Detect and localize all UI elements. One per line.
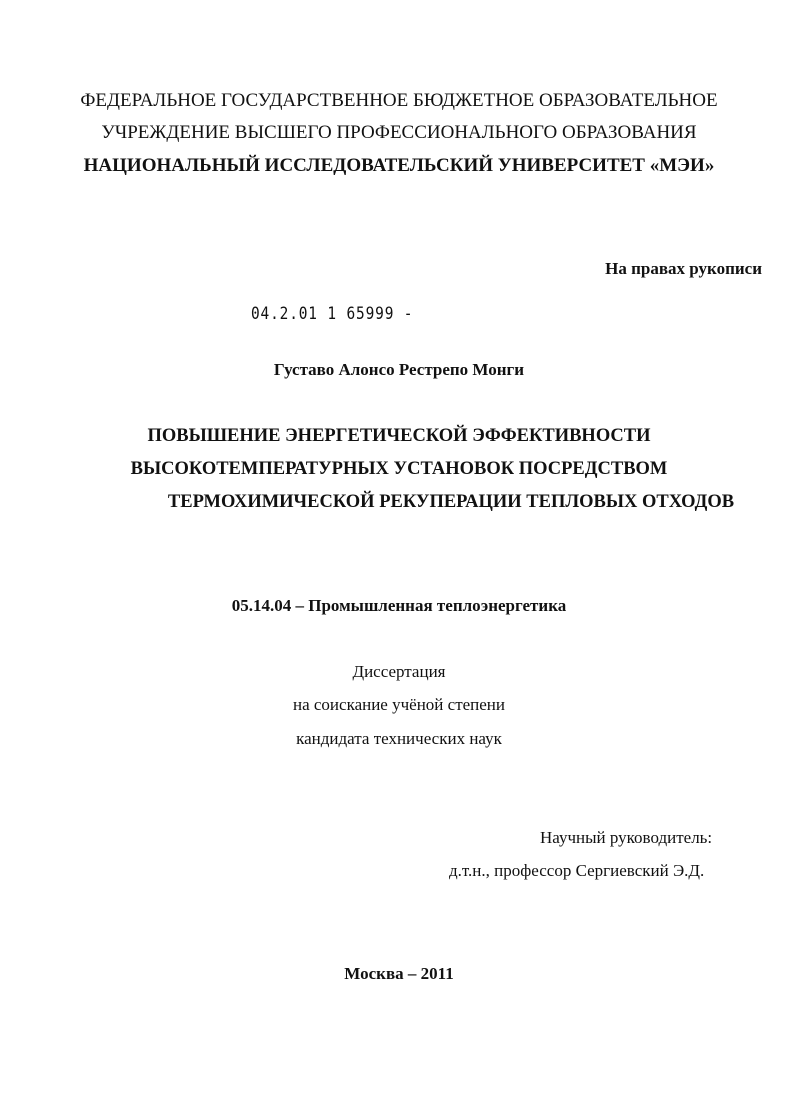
title-line-1: ПОВЫШЕНИЕ ЭНЕРГЕТИЧЕСКОЙ ЭФФЕКТИВНОСТИ: [147, 426, 651, 446]
author-name: Густаво Алонсо Рестрепо Монги: [273, 360, 525, 379]
institution-line-1: ФЕДЕРАЛЬНОЕ ГОСУДАРСТВЕННОЕ БЮДЖЕТНОЕ ОБРАЗОВАТЕЛЬНОЕ: [80, 90, 718, 111]
work-type: Диссертация: [352, 662, 446, 681]
supervisor-name: д.т.н., профессор Сергиевский Э.Д.: [449, 861, 705, 880]
degree-line-2: кандидата технических наук: [296, 729, 502, 748]
degree-line-1: на соискание учёной степени: [292, 695, 506, 714]
title-line-2: ВЫСОКОТЕМПЕРАТУРНЫХ УСТАНОВОК ПОСРЕДСТВОМ: [130, 459, 668, 479]
university-name: НАЦИОНАЛЬНЫЙ ИССЛЕДОВАТЕЛЬСКИЙ УНИВЕРСИТЕТ «МЭИ»: [83, 155, 715, 176]
title-line-3: ТЕРМОХИМИЧЕСКОЙ РЕКУПЕРАЦИИ ТЕПЛОВЫХ ОТХОДОВ: [167, 492, 735, 512]
city-year: Москва – 2011: [344, 964, 454, 983]
specialty: 05.14.04 – Промышленная теплоэнергетика: [231, 596, 567, 615]
manuscript-rights: На правах рукописи: [605, 259, 762, 278]
supervisor-label: Научный руководитель:: [540, 828, 713, 847]
institution-line-2: УЧРЕЖДЕНИЕ ВЫСШЕГО ПРОФЕССИОНАЛЬНОГО ОБРАЗОВАНИЯ: [101, 122, 697, 143]
registration-number: 04.2.01 1 65999 -: [251, 304, 414, 324]
